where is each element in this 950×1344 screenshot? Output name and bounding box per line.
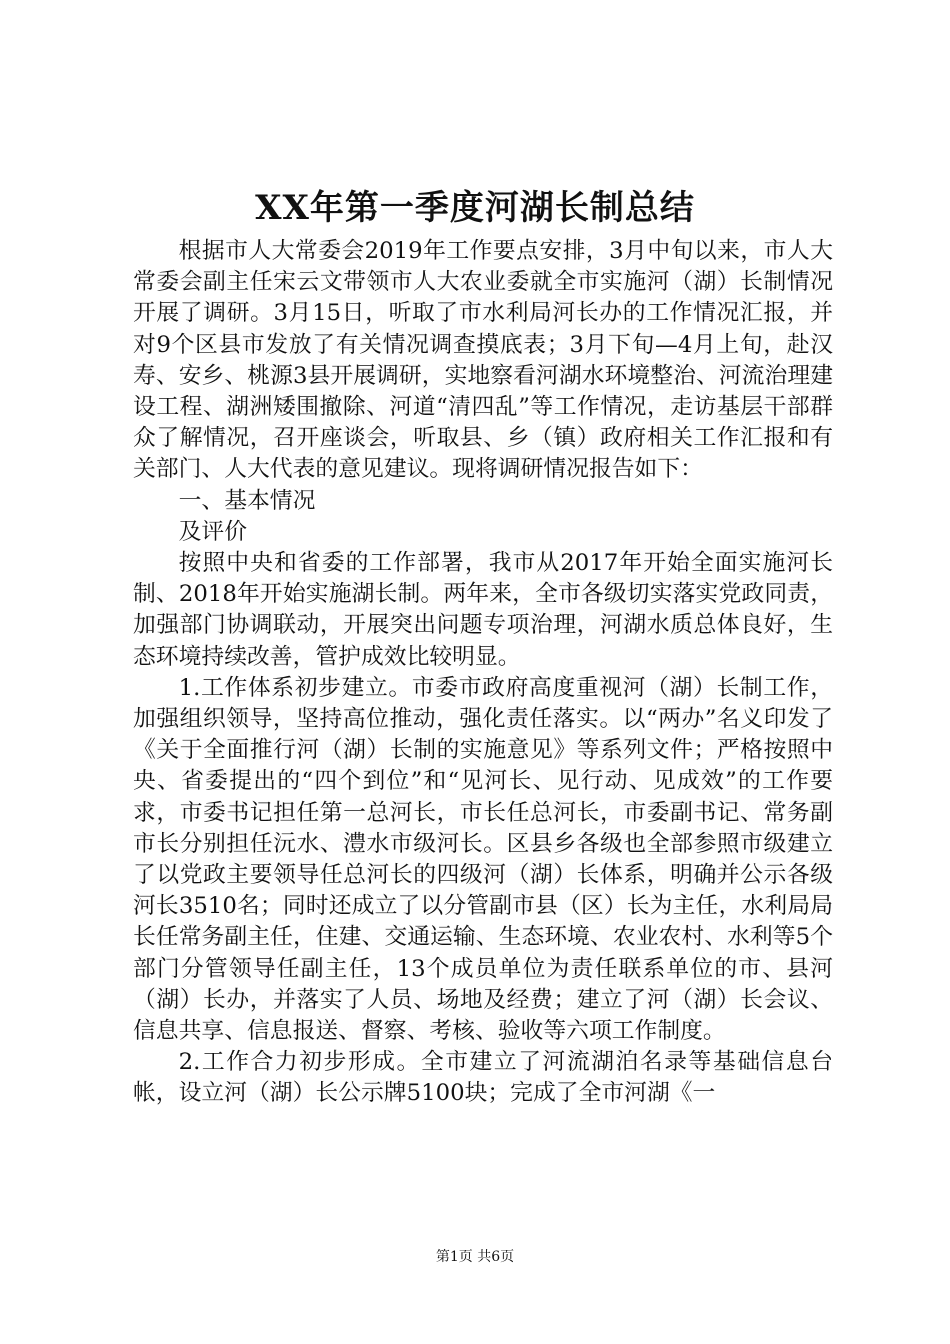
paragraph-point-1: 1.工作体系初步建立。市委市政府高度重视河（湖）长制工作，加强组织领导，坚持高位推动，强化责任落实。以“两办”名义印发了《关于全面推行河（湖）长制的实施意见》等系列文件；严格按照中央、省委提出的“四个到位”和“见河长、见行动、见成效”的工作要求，市委书记担任第一总河长，市长任总河长，市委副书记、常务副市长分别担任沅水、澧水市级河长。区县乡各级也全部参照市级建立了以党政主要领导任总河长的四级河（湖）长体系，明确并公示各级河长3510名；同时还成立了以分管副市县（区）长为主任，水利局局长任常务副主任，住建、交通运输、生态环境、农业农村、水利等5个部门分管领导任副主任，13个成员单位为责任联系单位的市、县河（湖）长办，并落实了人员、场地及经费；建立了河（湖）长会议、信息共享、信息报送、督察、考核、验收等六项工作制度。	[133, 674, 833, 1045]
section-heading: 一、基本情况	[178, 487, 316, 514]
document-title: XX年第一季度河湖长制总结	[255, 188, 695, 228]
page-number-footer: 第1页 共6页	[435, 1249, 515, 1265]
document-body	[133, 236, 833, 1110]
section-heading-continued: 及评价	[178, 518, 247, 545]
paragraph-point-2: 2.工作合力初步形成。全市建立了河流湖泊名录等基础信息台帐，设立河（湖）长公示牌5100块；完成了全市河湖《一	[133, 1049, 833, 1107]
paragraph-intro: 根据市人大常委会2019年工作要点安排，3月中旬以来，市人大常委会副主任宋云文带领市人大农业委就全市实施河（湖）长制情况开展了调研。3月15日，听取了市水利局河长办的工作情况汇报，并对9个区县市发放了有关情况调查摸底表；3月下旬—4月上旬，赴汉寿、安乡、桃源3县开展调研，实地察看河湖水环境整治、河流治理建设工程、湖洲矮围撤除、河道“清四乱”等工作情况，走访基层干部群众了解情况，召开座谈会，听取县、乡（镇）政府相关工作汇报和有关部门、人大代表的意见建议。现将调研情况报告如下：	[133, 238, 833, 483]
paragraph-overview: 按照中央和省委的工作部署，我市从2017年开始全面实施河长制、2018年开始实施湖长制。两年来，全市各级切实落实党政同责，加强部门协调联动，开展突出问题专项治理，河湖水质总体良好，生态环境持续改善，管护成效比较明显。	[133, 550, 833, 670]
